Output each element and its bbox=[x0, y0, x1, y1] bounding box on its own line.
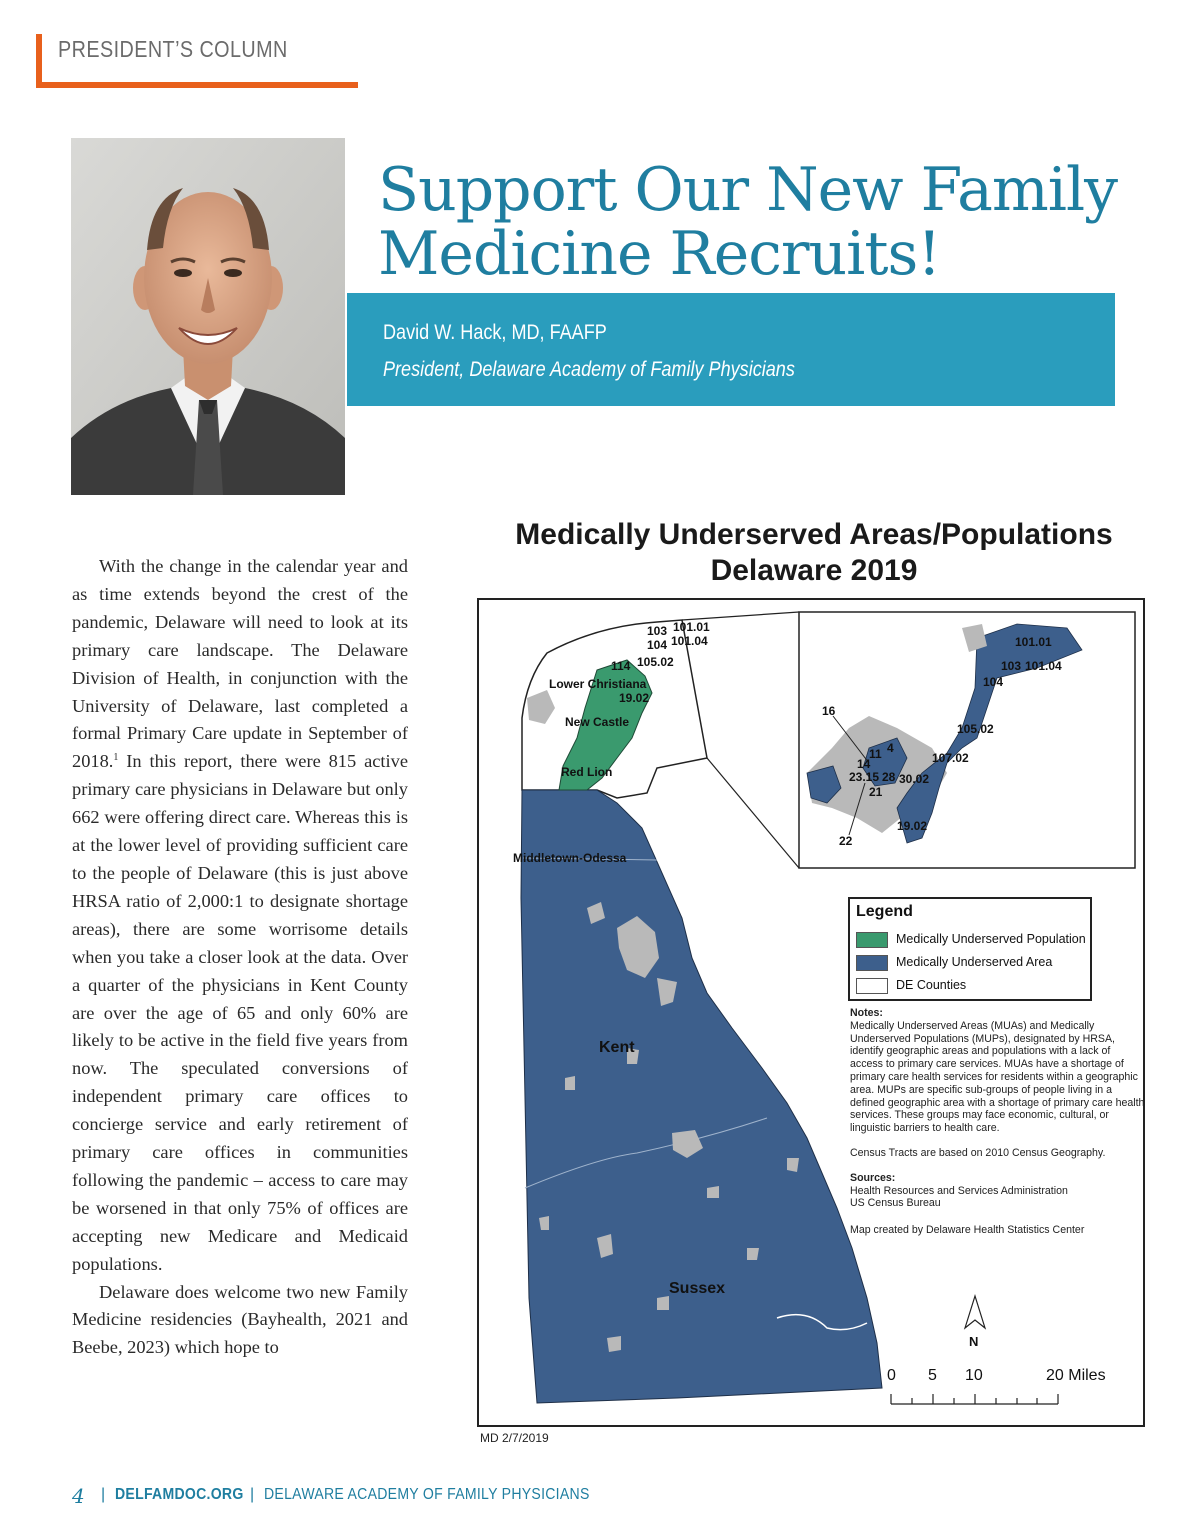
legend-label-mup: Medically Underserved Population bbox=[896, 932, 1086, 946]
inset-label-11: 11 bbox=[869, 747, 882, 761]
scale-label-20-miles: 20 Miles bbox=[1046, 1367, 1106, 1384]
footnote-marker: 1 bbox=[113, 752, 119, 764]
article-title-line-1: Support Our New Family bbox=[378, 155, 1118, 225]
inset-label-101-01: 101.01 bbox=[1015, 635, 1052, 649]
inset-label-104: 104 bbox=[983, 675, 1004, 689]
inset-label-22: 22 bbox=[839, 834, 853, 848]
body-paragraph-2: Delaware does welcome two new Family Medicine residencies (Bayhealth, 2021 and Beebe, 2023) which hope to bbox=[72, 1281, 408, 1358]
map-notes bbox=[850, 1007, 1146, 1237]
north-arrow-icon bbox=[965, 1296, 985, 1328]
legend-title: Legend bbox=[856, 903, 913, 920]
map-label-101-01: 101.01 bbox=[673, 620, 710, 634]
inset-label-16: 16 bbox=[822, 704, 836, 718]
mua-region-shape bbox=[521, 790, 882, 1403]
body-paragraph-1-part-a: With the change in the calendar year and as time extends beyond the crest of the pandemic, Delaware will need to look at its primary care landscape. The Delaware Division of Health, in conjunction with the University of Delaware, last completed a formal Primary Care update in September of 2018. bbox=[72, 556, 408, 772]
article-body bbox=[72, 553, 408, 1362]
notes-census: Census Tracts are based on 2010 Census Geography. bbox=[850, 1146, 1106, 1159]
source-hrsa: Health Resources and Services Administration bbox=[850, 1184, 1068, 1197]
map-label-middletown-odessa: Middletown-Odessa bbox=[513, 851, 627, 865]
legend-label-mua: Medically Underserved Area bbox=[896, 955, 1053, 969]
section-underline bbox=[36, 82, 358, 88]
article-title bbox=[378, 155, 1158, 289]
map-date: MD 2/7/2019 bbox=[480, 1431, 549, 1445]
map-label-103: 103 bbox=[647, 624, 668, 638]
sources-heading: Sources: bbox=[850, 1171, 896, 1184]
footer-separator: | bbox=[250, 1486, 255, 1503]
inset-label-107-02: 107.02 bbox=[932, 751, 969, 765]
legend-swatch-counties bbox=[856, 978, 888, 994]
author-band bbox=[347, 293, 1115, 406]
body-paragraph-1-part-b: In this report, there were 815 active primary care physicians in Delaware but only 662 were offering direct care. Whereas this is at the lower level of providing sufficient care to the people of Delaware (this is just above HRSA ratio of 2,000:1 to designate shortage areas), there are some worrisome details when you take a closer look at the data. Over a quarter of the physicians in Kent County are over the age of 65 and only 60% are likely to be active in the field five years from now. The speculated conversions of independent primary care offices to concierge service and early retirement of primary care offices in communities following the pandemic – access to care may be worsened in that only 75% of offices are accepting new Medicare and Medicaid populations. bbox=[72, 751, 408, 1274]
author-name: David W. Hack, MD, FAAFP bbox=[383, 321, 607, 344]
map-label-19-02: 19.02 bbox=[619, 691, 650, 705]
section-accent-bar bbox=[36, 34, 42, 88]
notes-heading: Notes: bbox=[850, 1007, 883, 1019]
inset-label-103: 103 bbox=[1001, 659, 1022, 673]
inset-label-30-02: 30.02 bbox=[899, 772, 930, 786]
footer-separator: | bbox=[101, 1486, 106, 1503]
inset-label-19-02: 19.02 bbox=[897, 819, 928, 833]
body-paragraph-1 bbox=[72, 553, 408, 1279]
inset-label-28: 28 bbox=[882, 770, 896, 784]
source-census: US Census Bureau bbox=[850, 1197, 941, 1210]
scale-label-5: 5 bbox=[928, 1367, 937, 1384]
inset-label-21: 21 bbox=[869, 785, 883, 799]
north-label: N bbox=[969, 1334, 979, 1349]
map-label-kent: Kent bbox=[599, 1039, 635, 1056]
footer-site-link[interactable]: DELFAMDOC.ORG bbox=[115, 1486, 244, 1503]
map-credit: Map created by Delaware Health Statistics Center bbox=[850, 1224, 1085, 1237]
map-label-101-04: 101.04 bbox=[671, 634, 708, 648]
map-label-red-lion: Red Lion bbox=[561, 765, 613, 779]
legend-label-counties: DE Counties bbox=[896, 978, 967, 992]
inset-label-14: 14 bbox=[857, 757, 871, 771]
scale-label-10: 10 bbox=[965, 1367, 983, 1384]
scale-label-0: 0 bbox=[887, 1367, 896, 1384]
section-label: PRESIDENT’S COLUMN bbox=[58, 36, 288, 62]
map-label-sussex: Sussex bbox=[669, 1280, 726, 1297]
map-label-114: 114 bbox=[611, 659, 631, 673]
legend-swatch-mup bbox=[856, 932, 888, 948]
footer-organization: DELAWARE ACADEMY OF FAMILY PHYSICIANS bbox=[264, 1486, 590, 1503]
inset-label-23-15: 23.15 bbox=[849, 770, 880, 784]
map-label-104: 104 bbox=[647, 638, 668, 652]
author-title: President, Delaware Academy of Family Physicians bbox=[383, 358, 795, 381]
inset-label-101-04: 101.04 bbox=[1025, 659, 1062, 673]
inset-label-105-02: 105.02 bbox=[957, 722, 994, 736]
map-title-line-1: Medically Underserved Areas/Populations bbox=[515, 518, 1113, 551]
page-number: 4 bbox=[72, 1484, 85, 1508]
legend-swatch-mua bbox=[856, 955, 888, 971]
map-title-line-2: Delaware 2019 bbox=[710, 554, 918, 587]
notes-text: Medically Underserved Areas (MUAs) and Medically Underserved Populations (MUPs), designated by HRSA, identify geographic areas and populations with a lack of access to primary care services. MUAs have a shortage of primary care health services for residents within a geographic area. MUPs are specific sub-groups of people living in a defined geographic area with a shortage of primary care health services. These groups may face economic, cultural, or linguistic barriers to health care. bbox=[850, 1019, 1145, 1135]
author-portrait bbox=[71, 138, 345, 495]
map-label-lower-christiana: Lower Christiana bbox=[549, 677, 647, 691]
map-title bbox=[440, 517, 1188, 589]
article-title-line-2: Medicine Recruits! bbox=[378, 219, 941, 289]
inset-label-4: 4 bbox=[887, 741, 894, 755]
scale-bar bbox=[891, 1394, 1058, 1404]
map-label-new-castle: New Castle bbox=[565, 715, 630, 729]
map-label-105-02: 105.02 bbox=[637, 655, 674, 669]
